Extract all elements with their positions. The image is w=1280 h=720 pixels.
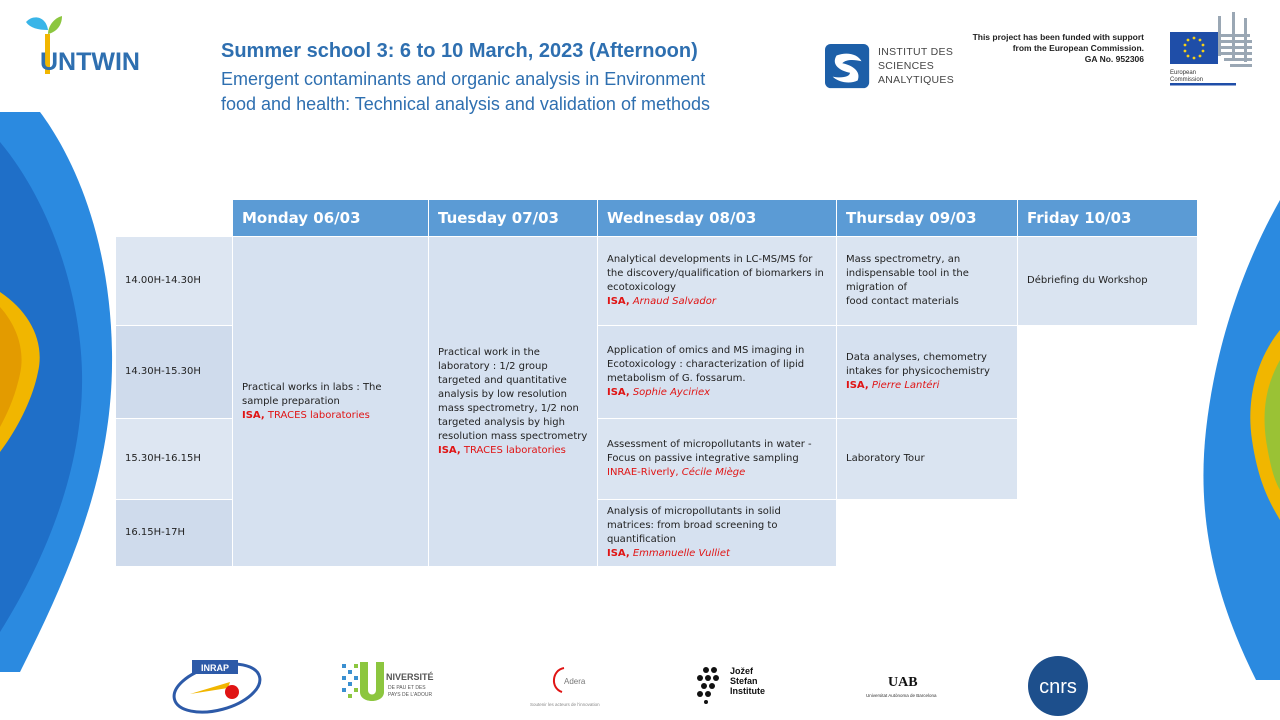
eu-funding-notice: This project has been funded with support from the European Commission. GA No. 952306: [972, 32, 1144, 64]
svg-text:European: European: [1170, 70, 1197, 76]
wednesday-session-3: Assessment of micropollutants in water - Focus on passive integrative sampling INRAE-Riverly, Cécile Miège: [598, 419, 837, 500]
monday-session: [233, 237, 429, 567]
monday-org: ISA,: [242, 409, 265, 421]
empty-cell: [1018, 326, 1198, 419]
left-swoosh-decoration: [0, 112, 115, 672]
friday-session: Débriefing du Workshop: [1018, 237, 1198, 326]
thursday-session-2: Data analyses, chemometry intakes for physicochemistry ISA, Pierre Lantéri: [837, 326, 1018, 419]
day-header-friday: Friday 10/03: [1018, 200, 1198, 237]
svg-text:INRAP: INRAP: [200, 663, 230, 673]
wednesday-session-2: Application of omics and MS imaging in Ecotoxicology : characterization of lipid metabolism of G. fossarum. ISA, Sophie Ayciriex: [598, 326, 837, 419]
svg-text:Jožef: Jožef: [730, 666, 754, 676]
untwin-logo-text: UNTWIN: [40, 48, 140, 76]
empty-cell: [1018, 419, 1198, 500]
svg-text:Universitat Autònoma de Barcel: Universitat Autònoma de Barcelona: [866, 693, 937, 698]
time-slot-4: 16.15H-17H: [116, 500, 233, 567]
empty-cell: [1018, 500, 1198, 567]
svg-text:PAYS DE L'ADOUR: PAYS DE L'ADOUR: [388, 692, 433, 698]
time-slot-3: 15.30H-16.15H: [116, 419, 233, 500]
day-header-tuesday: Tuesday 07/03: [429, 200, 598, 237]
page-subtitle-line-1: Emergent contaminants and organic analysis in Environment: [221, 69, 706, 89]
inrap-logo: [170, 654, 265, 718]
schedule-table: [115, 199, 1198, 567]
tuesday-session-text: Practical work in the laboratory : 1/2 group targeted and quantitative analysis by low resolution mass spectrometry, 1/2 non targeted analysis by high resolution mass spectrometry: [438, 346, 588, 442]
empty-cell: [837, 500, 1018, 567]
isa-logo-icon: [825, 44, 873, 92]
svg-text:Institute: Institute: [730, 686, 765, 696]
cnrs-logo: [1024, 655, 1092, 717]
tuesday-lab: TRACES laboratories: [460, 444, 566, 456]
thursday-session-1: Mass spectrometry, an indispensable tool in the migration of food contact materials: [837, 237, 1018, 326]
svg-text:UAB: UAB: [888, 675, 918, 690]
page-title: Summer school 3: 6 to 10 March, 2023 (Afternoon): [221, 40, 698, 62]
adera-logo: [528, 660, 623, 710]
monday-session-text: Practical works in labs : The sample preparation: [242, 381, 382, 407]
svg-text:cnrs: cnrs: [1039, 676, 1077, 698]
day-header-wednesday: Wednesday 08/03: [598, 200, 837, 237]
time-slot-2: 14.30H-15.30H: [116, 326, 233, 419]
svg-text:NIVERSITÉ: NIVERSITÉ: [386, 672, 434, 682]
svg-text:Commission: Commission: [1170, 77, 1204, 83]
uppa-logo: [340, 656, 440, 712]
european-commission-logo: [1148, 12, 1256, 87]
svg-text:Stefan: Stefan: [730, 676, 758, 686]
day-header-monday: Monday 06/03: [233, 200, 429, 237]
page-subtitle-line-2: food and health: Technical analysis and validation of methods: [221, 94, 710, 114]
time-slot-1: 14.00H-14.30H: [116, 237, 233, 326]
right-swoosh-decoration: [1196, 200, 1280, 680]
wednesday-session-4: Analysis of micropollutants in solid matrices: from broad screening to quantification ISA, Emmanuelle Vulliet: [598, 500, 837, 567]
svg-text:Adera: Adera: [564, 677, 586, 686]
table-corner: [116, 200, 233, 237]
monday-lab: TRACES laboratories: [264, 409, 370, 421]
svg-text:Soutenir les acteurs de l'inno: Soutenir les acteurs de l'innovation: [530, 702, 600, 707]
jsi-logo: [696, 664, 776, 704]
day-header-thursday: Thursday 09/03: [837, 200, 1018, 237]
tuesday-org: ISA,: [438, 444, 461, 456]
thursday-session-3: Laboratory Tour: [837, 419, 1018, 500]
svg-text:DE PAU ET DES: DE PAU ET DES: [388, 685, 426, 691]
tuesday-session: [429, 237, 598, 567]
wednesday-session-1: Analytical developments in LC-MS/MS for the discovery/qualification of biomarkers in ecotoxicology ISA, Arnaud Salvador: [598, 237, 837, 326]
isa-logo-text: INSTITUT DES SCIENCES ANALYTIQUES: [878, 46, 955, 86]
uab-logo: [864, 668, 954, 702]
